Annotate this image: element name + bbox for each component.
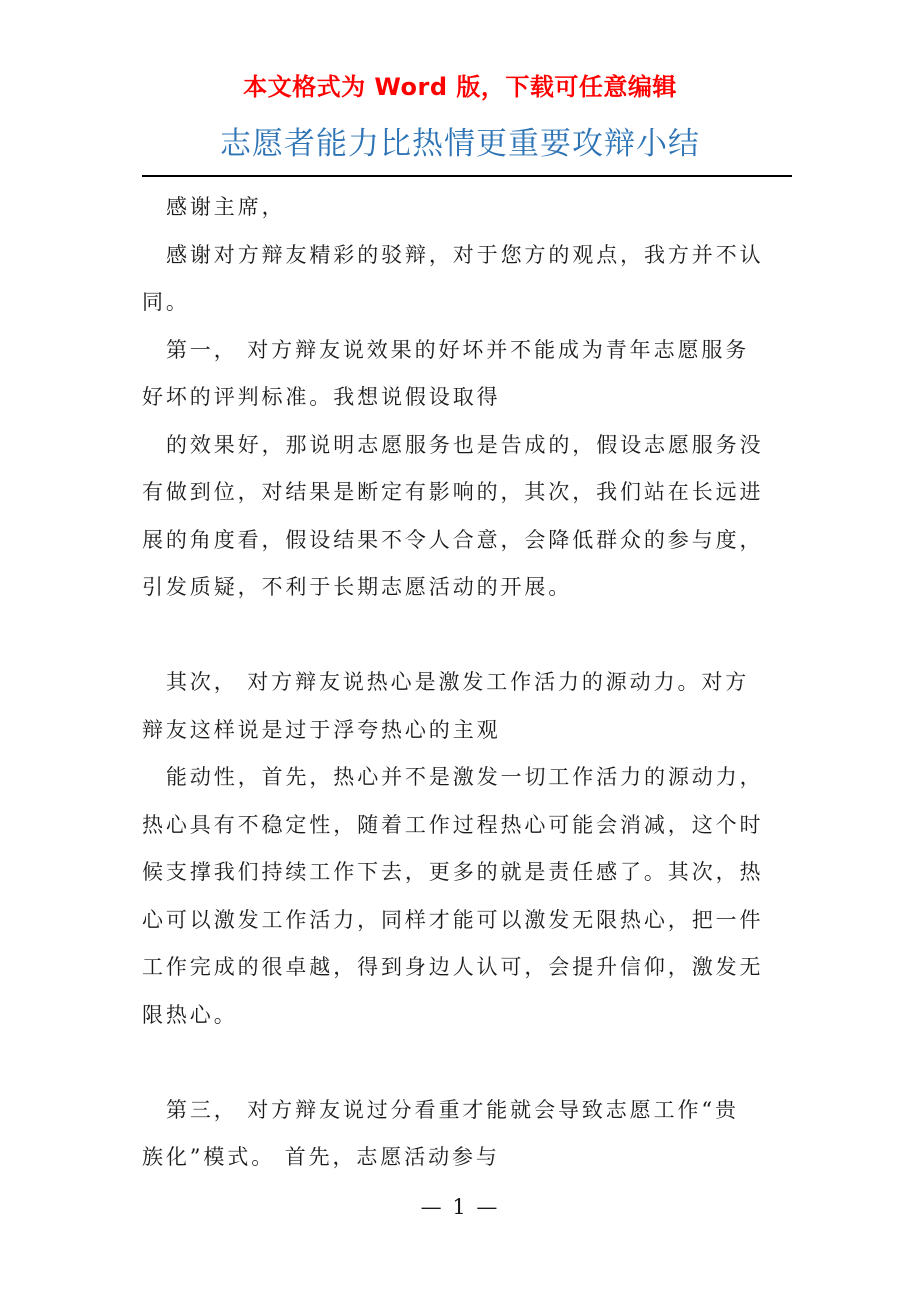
paragraph-line: 工作完成的很卓越，得到身边人认可，会提升信仰，激发无 [142,955,764,979]
title-divider [142,175,792,177]
document-title: 志愿者能力比热情更重要攻辩小结 [220,126,700,162]
paragraph-line: 族化”模式。 首先，志愿活动参与 [142,1145,500,1169]
paragraph-line: 的效果好，那说明志愿服务也是告成的，假设志愿服务没 [166,432,764,457]
paragraph-line: 第三， 对方辩友说过分看重才能就会导致志愿工作“贵 [166,1097,739,1122]
paragraph-line: 心可以激发工作活力，同样才能可以激发无限热心，把一件 [142,907,764,932]
format-notice: 本文格式为 Word 版，下载可任意编辑 [243,73,677,101]
document-body [142,184,782,1182]
paragraph-line: 感谢主席， [166,195,286,219]
paragraph-line: 有做到位，对结果是断定有影响的，其次，我们站在长远进 [142,480,764,504]
paragraph-line: 引发质疑，不利于长期志愿活动的开展。 [142,575,573,599]
paragraph-line: 候支撑我们持续工作下去，更多的就是责任感了。其次，热 [142,860,764,884]
paragraph-line: 辩友这样说是过于浮夸热心的主观 [142,717,501,742]
page-number: — 1 — [420,1195,500,1219]
paragraph-line: 限热心。 [142,1002,238,1027]
paragraph-line: 同。 [142,290,190,314]
paragraph-line: 第一， 对方辩友说效果的好坏并不能成为青年志愿服务 [166,337,750,362]
blank-line [142,612,782,660]
paragraph-line: 好坏的评判标准。我想说假设取得 [142,385,501,409]
paragraph-line: 热心具有不稳定性，随着工作过程热心可能会消减，这个时 [142,812,764,837]
paragraph-line: 展的角度看，假设结果不令人合意，会降低群众的参与度， [142,527,764,552]
paragraph-line: 能动性，首先，热心并不是激发一切工作活力的源动力， [166,765,764,789]
paragraph-line: 感谢对方辩友精彩的驳辩，对于您方的观点，我方并不认 [166,242,764,267]
paragraph-line: 其次， 对方辩友说热心是激发工作活力的源动力。对方 [166,670,750,694]
blank-line [142,1039,782,1087]
